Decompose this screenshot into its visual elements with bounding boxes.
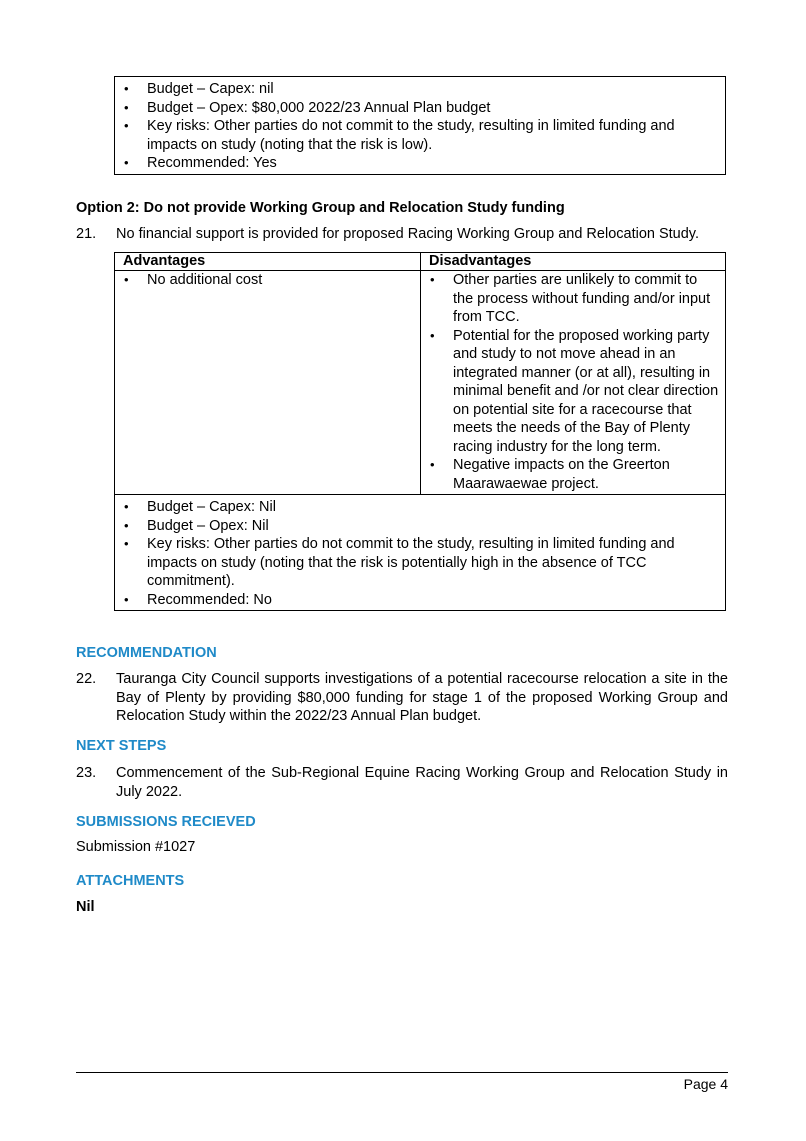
attachments-text: Nil [76, 899, 95, 915]
option2-heading: Option 2: Do not provide Working Group and Relocation Study funding [76, 200, 565, 216]
footer-divider [76, 1072, 728, 1073]
disadvantages-cell [421, 271, 726, 495]
submissions-heading: SUBMISSIONS RECIEVED [76, 814, 256, 830]
list-item: • Budget – Opex: Nil [115, 517, 725, 536]
disadvantages-list [421, 271, 719, 493]
list-item: • Potential for the proposed working party and study to not move ahead in an integrated manner (or at all), resulting in minimal benefit and /or not clear direction on potential site for a racecourse that meets the needs of the Bay of Plenty racing industry for the long term. [421, 327, 719, 457]
advantages-header: Advantages [115, 253, 421, 271]
next-steps-heading: NEXT STEPS [76, 738, 167, 754]
list-item: • Negative impacts on the Greerton Maarawaewae project. [421, 456, 719, 493]
list-item: • Budget – Opex: $80,000 2022/23 Annual Plan budget [115, 99, 725, 118]
paragraph-22 [76, 670, 728, 726]
paragraph-number: 22. [76, 671, 97, 687]
paragraph-21 [76, 225, 728, 244]
list-item: • Recommended: Yes [115, 154, 725, 173]
page-number: Page 4 [683, 1076, 728, 1092]
paragraph-text: Commencement of the Sub-Regional Equine Racing Working Group and Relocation Study in July 2022. [116, 765, 728, 800]
paragraph-number: 21. [76, 226, 97, 242]
list-item: • Other parties are unlikely to commit to the process without funding and/or input from TCC. [421, 271, 719, 327]
submissions-text: Submission #1027 [76, 839, 196, 855]
paragraph-text: No financial support is provided for proposed Racing Working Group and Relocation Study. [116, 226, 700, 242]
attachments-heading: ATTACHMENTS [76, 873, 185, 889]
list-item: • No additional cost [115, 271, 420, 290]
paragraph-23 [76, 764, 728, 801]
option2-summary-cell [115, 495, 726, 611]
paragraph-number: 23. [76, 765, 97, 781]
option1-summary-box [114, 76, 726, 175]
advantages-list [115, 271, 420, 290]
advantages-cell [115, 271, 421, 495]
advantages-disadvantages-table [114, 252, 726, 611]
list-item: • Budget – Capex: Nil [115, 498, 725, 517]
paragraph-text: Tauranga City Council supports investigations of a potential racecourse relocation a site in the Bay of Plenty by providing $80,000 funding for stage 1 of the proposed Working Group and Relocation Study within the 2022/23 Annual Plan budget. [116, 671, 728, 724]
list-item: • Recommended: No [115, 591, 725, 610]
list-item: • Key risks: Other parties do not commit to the study, resulting in limited funding and impacts on study (noting that the risk is potentially high in the absence of TCC commitment). [115, 535, 725, 591]
list-item: • Budget – Capex: nil [115, 80, 725, 99]
recommendation-heading: RECOMMENDATION [76, 645, 217, 661]
list-item: • Key risks: Other parties do not commit to the study, resulting in limited funding and impacts on study (noting that the risk is low). [115, 117, 725, 154]
option1-summary-list [115, 80, 725, 173]
option2-summary-list [115, 498, 725, 609]
disadvantages-header: Disadvantages [421, 253, 726, 271]
